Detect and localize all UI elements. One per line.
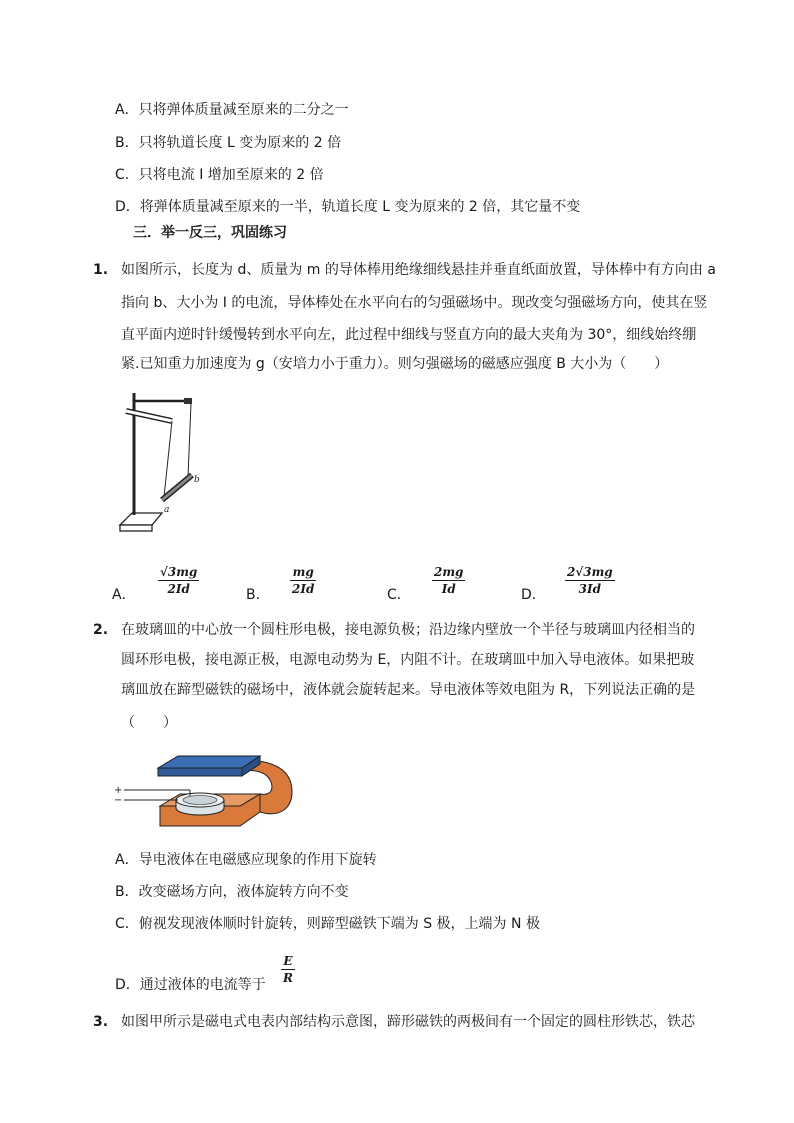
label-a: a [164, 505, 170, 515]
q1-choice-b-fraction [290, 565, 316, 596]
q3-line-1: 如图甲所示是磁电式电表内部结构示意图，蹄形磁铁的两极间有一个固定的圆柱形铁芯，铁芯 [121, 1014, 695, 1030]
q1-choice-c-label: C． [387, 587, 411, 603]
fraction-denominator: R [283, 971, 293, 985]
label-minus: − [114, 795, 123, 806]
fraction-denominator: 2Id [292, 582, 315, 596]
q2-figure-magnet [110, 748, 300, 838]
q1-line-1: 如图所示，长度为 d、质量为 m 的导体棒用绝缘细线悬挂并垂直纸面放置，导体棒中有方向由 a [121, 262, 716, 278]
question-number-1: 1. [93, 262, 109, 278]
fraction-numerator: 2√3mg [567, 565, 613, 579]
q2-option-c: C．俯视发现液体顺时针旋转，则蹄型磁铁下端为 S 极，上端为 N 极 [115, 916, 540, 932]
label-plus: + [114, 785, 123, 796]
question-number-3: 3. [93, 1014, 109, 1030]
q2-option-b: B．改变磁场方向，液体旋转方向不变 [115, 884, 349, 900]
q2-line-3: 璃皿放在蹄型磁铁的磁场中，液体就会旋转起来。导电液体等效电阻为 R，下列说法正确的是 [121, 682, 696, 698]
q1-choice-c-fraction [432, 565, 465, 596]
q1-line-3: 直平面内逆时针缓慢转到水平向左，此过程中细线与竖直方向的最大夹角为 30°，细线始终绷 [121, 327, 697, 343]
prev-option-d: D．将弹体质量减至原来的一半，轨道长度 L 变为原来的 2 倍，其它量不变 [115, 199, 581, 215]
fraction-numerator: 2mg [434, 565, 464, 579]
q1-line-2: 指向 b、大小为 I 的电流，导体棒处在水平向右的匀强磁场中。现改变匀强磁场方向，使其在竖 [121, 295, 708, 311]
q1-choice-a-label: A． [112, 587, 136, 603]
fraction-numerator: √3mg [160, 565, 198, 579]
question-number-2: 2. [93, 622, 109, 638]
q2-option-a: A．导电液体在电磁感应现象的作用下旋转 [115, 852, 377, 868]
prev-option-a: A．只将弹体质量减至原来的二分之一 [115, 102, 349, 118]
prev-option-b: B．只将轨道长度 L 变为原来的 2 倍 [115, 135, 342, 151]
q1-choice-a-fraction [158, 565, 199, 596]
fraction-denominator: Id [441, 582, 456, 596]
q2-line-1: 在玻璃皿的中心放一个圆柱形电极，接电源负极；沿边缘内壁放一个半径与玻璃皿内径相当的 [121, 622, 695, 638]
q1-choice-b-label: B． [246, 587, 270, 603]
fraction-numerator: E [283, 954, 293, 968]
q2-line-2: 圆环形电极，接电源正极，电源电动势为 E，内阻不计。在玻璃皿中加入导电液体。如果把玻 [121, 652, 695, 668]
q1-choice-d-label: D． [521, 587, 546, 603]
section-heading: 三．举一反三，巩固练习 [133, 225, 287, 241]
fraction-denominator: 2Id [167, 582, 190, 596]
q1-choice-d-fraction [565, 565, 615, 596]
q2-option-d-fraction [281, 954, 295, 985]
fraction-denominator: 3Id [578, 582, 602, 596]
fraction-numerator: mg [292, 565, 314, 579]
q1-line-4: 紧.已知重力加速度为 g（安培力小于重力）。则匀强磁场的磁感应强度 B 大小为（ ） [121, 356, 669, 372]
q2-line-4: （ ） [121, 715, 177, 731]
q1-figure-stand [112, 385, 212, 540]
prev-option-c: C．只将电流 I 增加至原来的 2 倍 [115, 167, 324, 183]
q2-option-d: D．通过液体的电流等于 [115, 977, 266, 993]
label-b: b [194, 475, 200, 485]
